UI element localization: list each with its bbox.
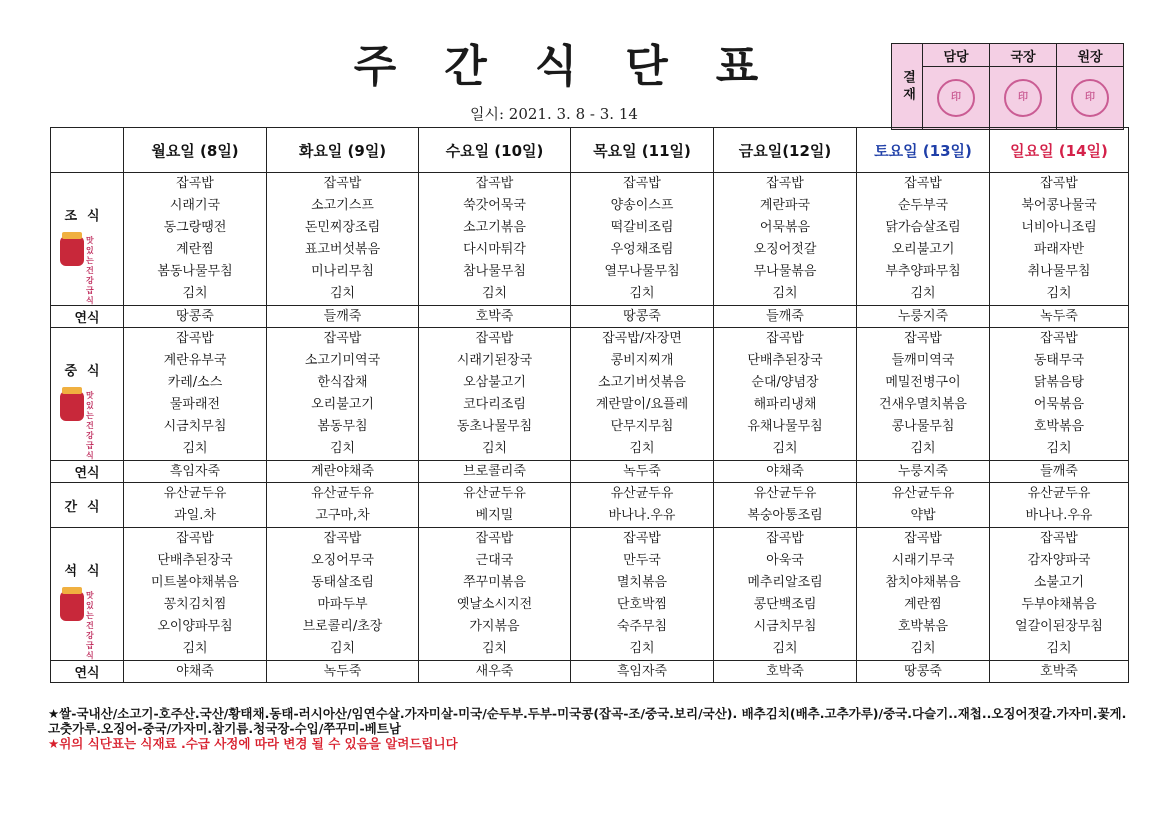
menu-item: 단호박찜 bbox=[616, 597, 668, 612]
menu-item: 김치 bbox=[772, 286, 798, 301]
afternoon-row bbox=[51, 483, 1129, 528]
menu-item: 잡곡밥 bbox=[623, 176, 661, 191]
menu-item: 표고버섯볶음 bbox=[304, 242, 381, 257]
menu-item: 잡곡밥 bbox=[904, 531, 942, 546]
menu-cell bbox=[124, 173, 267, 306]
corner-cell bbox=[51, 128, 124, 173]
menu-item: 베지밀 bbox=[475, 508, 514, 523]
menu-item: 동초나물무침 bbox=[456, 419, 533, 434]
menu-cell bbox=[267, 173, 419, 306]
menu-cell bbox=[714, 328, 857, 461]
menu-item: 잡곡밥 bbox=[176, 176, 214, 191]
menu-cell bbox=[419, 483, 571, 528]
menu-item: 계란찜 bbox=[176, 242, 214, 257]
day-header: 목요일 (11일) bbox=[571, 128, 714, 173]
menu-item: 김치 bbox=[629, 286, 655, 301]
menu-cell bbox=[267, 461, 419, 483]
menu-item: 유산균두유 bbox=[610, 486, 674, 501]
menu-item: 다시마튀각 bbox=[463, 242, 526, 257]
menu-cell bbox=[124, 661, 267, 683]
menu-item: 잡곡밥 bbox=[766, 531, 804, 546]
menu-item: 잡곡밥 bbox=[904, 176, 942, 191]
menu-item: 시래기국 bbox=[169, 198, 221, 213]
menu-item: 계란유부국 bbox=[163, 353, 227, 368]
menu-item: 잡곡밥 bbox=[1040, 331, 1078, 346]
change-notice: 위의 식단표는 식재료 .수급 사정에 따라 변경 될 수 있음을 알려드립니다 bbox=[59, 736, 458, 751]
menu-item: 유산균두유 bbox=[891, 486, 955, 501]
menu-item: 닭가슴살조림 bbox=[885, 220, 961, 235]
menu-cell bbox=[571, 528, 714, 661]
menu-cell bbox=[419, 306, 571, 328]
menu-item: 봄동무침 bbox=[317, 419, 368, 434]
menu-item: 근대국 bbox=[475, 553, 514, 568]
menu-item: 떡갈비조림 bbox=[610, 220, 674, 235]
menu-item: 땅콩죽 bbox=[176, 309, 214, 324]
menu-item: 김치 bbox=[481, 641, 508, 656]
menu-cell bbox=[419, 173, 571, 306]
menu-item: 봄동나물무침 bbox=[157, 264, 233, 279]
menu-item: 계란파국 bbox=[759, 198, 811, 213]
approval-head-staff: 담당 bbox=[923, 44, 990, 67]
day-header: 수요일 (10일) bbox=[419, 128, 571, 173]
menu-item: 너비아니조림 bbox=[1021, 220, 1097, 235]
menu-item: 미트볼야채볶음 bbox=[151, 575, 239, 590]
menu-cell bbox=[714, 528, 857, 661]
menu-cell bbox=[857, 328, 990, 461]
menu-cell bbox=[124, 528, 267, 661]
menu-item: 김치 bbox=[329, 441, 356, 456]
menu-item: 김치 bbox=[910, 441, 936, 456]
menu-item: 잡곡밥 bbox=[766, 331, 804, 346]
menu-item: 잡곡밥 bbox=[766, 176, 804, 191]
menu-item: 호박죽 bbox=[766, 664, 804, 679]
menu-cell bbox=[714, 483, 857, 528]
menu-item: 녹두죽 bbox=[1040, 309, 1078, 324]
menu-item: 바나나.우유 bbox=[608, 508, 676, 523]
menu-cell bbox=[857, 528, 990, 661]
menu-item: 김치 bbox=[910, 641, 936, 656]
menu-item: 시래기무국 bbox=[891, 553, 955, 568]
menu-cell bbox=[857, 483, 990, 528]
day-header: 월요일 (8일) bbox=[124, 128, 267, 173]
menu-item: 들깨죽 bbox=[323, 309, 362, 324]
menu-item: 열무나물무침 bbox=[604, 264, 680, 279]
menu-item: 잡곡밥 bbox=[1040, 176, 1078, 191]
menu-item: 잡곡밥/자장면 bbox=[602, 331, 682, 346]
stamp-icon: 印 bbox=[937, 79, 975, 117]
menu-cell bbox=[990, 661, 1129, 683]
logo-text: 맛있는 건강 급식 bbox=[86, 235, 104, 305]
menu-cell bbox=[267, 306, 419, 328]
menu-item: 잡곡밥 bbox=[475, 176, 514, 191]
menu-item: 만두국 bbox=[623, 553, 661, 568]
menu-cell bbox=[267, 661, 419, 683]
menu-item: 과일.차 bbox=[174, 508, 216, 523]
menu-item: 유산균두유 bbox=[163, 486, 227, 501]
meal-label: 조식 bbox=[64, 208, 110, 224]
page-title: 주간식단표 bbox=[353, 41, 807, 92]
menu-cell bbox=[571, 306, 714, 328]
menu-item: 계란말이/요플레 bbox=[595, 397, 689, 412]
meal-label: 중식 bbox=[64, 363, 110, 379]
menu-item: 한식잡채 bbox=[317, 375, 368, 390]
origin-note: ★쌀-국내산/소고기-호주산.국산/황태채.동태-러시아산/임연수살.가자미살-미국/순두부.두부-미국콩(잡곡-조/중국.보리/국산). 배추김치(배추.고추가루)/중국.다슬기..재첩..오징어젓갈.가자미.꽃게.고춧가루.오징어-중국/가자미.참기름.청국장-수입/쭈꾸미-베트남 bbox=[48, 706, 1127, 736]
meal-label-cell bbox=[51, 328, 124, 461]
food-jar-logo-icon bbox=[56, 230, 118, 305]
dinner-row bbox=[51, 528, 1129, 661]
menu-item: 흑임자죽 bbox=[616, 664, 668, 679]
menu-item: 야채죽 bbox=[176, 664, 214, 679]
snack3-row bbox=[51, 661, 1129, 683]
menu-item: 들깨죽 bbox=[766, 309, 804, 324]
menu-item: 오징어젓갈 bbox=[753, 242, 817, 257]
menu-item: 쑥갓어묵국 bbox=[463, 198, 526, 213]
menu-item: 부추양파무침 bbox=[885, 264, 961, 279]
menu-cell bbox=[124, 461, 267, 483]
menu-cell bbox=[419, 661, 571, 683]
menu-item: 오삼불고기 bbox=[463, 375, 526, 390]
approval-label: 결재 bbox=[892, 44, 923, 130]
menu-cell bbox=[124, 306, 267, 328]
menu-item: 동태살조림 bbox=[311, 575, 374, 590]
menu-item: 유산균두유 bbox=[311, 486, 374, 501]
menu-item: 유산균두유 bbox=[1027, 486, 1091, 501]
menu-item: 소고기버섯볶음 bbox=[598, 375, 686, 390]
menu-cell bbox=[714, 173, 857, 306]
breakfast-row bbox=[51, 173, 1129, 306]
menu-item: 카레/소스 bbox=[167, 375, 223, 390]
menu-item: 잡곡밥 bbox=[176, 331, 214, 346]
menu-cell bbox=[571, 461, 714, 483]
menu-item: 김치 bbox=[481, 441, 508, 456]
menu-item: 메추리알조림 bbox=[747, 575, 823, 590]
menu-item: 감자양파국 bbox=[1027, 553, 1091, 568]
day-header: 금요일(12일) bbox=[714, 128, 857, 173]
star-icon: ★ bbox=[48, 736, 60, 751]
menu-item: 김치 bbox=[772, 441, 798, 456]
menu-cell bbox=[267, 328, 419, 461]
menu-cell bbox=[267, 483, 419, 528]
menu-item: 순대/양념장 bbox=[751, 375, 819, 390]
menu-item: 호박죽 bbox=[475, 309, 514, 324]
menu-item: 바나나.우유 bbox=[1025, 508, 1093, 523]
menu-cell bbox=[990, 173, 1129, 306]
menu-item: 호박볶음 bbox=[897, 619, 949, 634]
menu-item: 메밀전병구이 bbox=[885, 375, 961, 390]
menu-item: 땅콩죽 bbox=[623, 309, 661, 324]
menu-item: 마파두부 bbox=[317, 597, 368, 612]
day-header-sunday: 일요일 (14일) bbox=[990, 128, 1129, 173]
menu-item: 순두부국 bbox=[897, 198, 949, 213]
menu-item: 브로콜리/초장 bbox=[302, 619, 383, 634]
menu-item: 우엉채조림 bbox=[610, 242, 674, 257]
menu-cell bbox=[419, 528, 571, 661]
menu-item: 호박죽 bbox=[1040, 664, 1078, 679]
meal-label: 석식 bbox=[64, 563, 110, 579]
menu-item: 북어콩나물국 bbox=[1021, 198, 1097, 213]
menu-item: 호박볶음 bbox=[1033, 419, 1085, 434]
menu-item: 잡곡밥 bbox=[475, 331, 514, 346]
menu-item: 파래자반 bbox=[1033, 242, 1085, 257]
menu-item: 야채죽 bbox=[766, 464, 804, 479]
food-jar-logo-icon bbox=[56, 585, 118, 660]
logo-text: 맛있는 건강 급식 bbox=[86, 590, 104, 660]
menu-item: 동태무국 bbox=[1033, 353, 1085, 368]
menu-item: 해파리냉채 bbox=[753, 397, 817, 412]
menu-cell bbox=[857, 173, 990, 306]
menu-item: 유산균두유 bbox=[753, 486, 817, 501]
menu-item: 누룽지죽 bbox=[897, 309, 949, 324]
menu-item: 잡곡밥 bbox=[623, 531, 661, 546]
menu-item: 꽁치김치찜 bbox=[163, 597, 227, 612]
menu-item: 소고기미역국 bbox=[304, 353, 381, 368]
meal-label-cell bbox=[51, 483, 124, 528]
menu-item: 복숭아통조림 bbox=[747, 508, 823, 523]
menu-cell bbox=[857, 306, 990, 328]
menu-cell bbox=[419, 461, 571, 483]
menu-item: 돈민찌장조림 bbox=[304, 220, 381, 235]
menu-cell bbox=[990, 528, 1129, 661]
menu-cell bbox=[267, 528, 419, 661]
menu-cell bbox=[124, 483, 267, 528]
menu-item: 녹두죽 bbox=[623, 464, 661, 479]
menu-item: 잡곡밥 bbox=[323, 176, 362, 191]
menu-item: 아욱국 bbox=[766, 553, 804, 568]
menu-cell bbox=[990, 328, 1129, 461]
date-range: 일시: 2021. 3. 8 - 3. 14 bbox=[470, 105, 638, 123]
approval-box bbox=[891, 43, 1124, 130]
menu-item: 멸치볶음 bbox=[616, 575, 668, 590]
menu-item: 참치야채볶음 bbox=[885, 575, 961, 590]
approval-sign-staff bbox=[923, 67, 990, 130]
menu-item: 오이양파무침 bbox=[157, 619, 233, 634]
menu-item: 김치 bbox=[629, 641, 655, 656]
food-jar-logo-icon bbox=[56, 385, 118, 460]
menu-item: 오징어무국 bbox=[311, 553, 374, 568]
menu-item: 동그랑땡전 bbox=[163, 220, 227, 235]
stamp-icon: 印 bbox=[1004, 79, 1042, 117]
menu-item: 오리불고기 bbox=[311, 397, 374, 412]
menu-item: 두부야채볶음 bbox=[1021, 597, 1097, 612]
menu-cell bbox=[571, 483, 714, 528]
menu-item: 김치 bbox=[182, 286, 208, 301]
snack2-row bbox=[51, 461, 1129, 483]
menu-item: 오리불고기 bbox=[891, 242, 955, 257]
menu-item: 김치 bbox=[182, 441, 208, 456]
menu-item: 유채나물무침 bbox=[747, 419, 823, 434]
menu-item: 유산균두유 bbox=[463, 486, 526, 501]
menu-item: 건새우멸치볶음 bbox=[879, 397, 967, 412]
menu-item: 계란야채죽 bbox=[311, 464, 374, 479]
menu-cell bbox=[990, 461, 1129, 483]
meal-label: 연식 bbox=[51, 661, 124, 683]
menu-item: 잡곡밥 bbox=[323, 531, 362, 546]
meal-label: 간식 bbox=[64, 499, 110, 515]
menu-item: 김치 bbox=[1046, 286, 1072, 301]
menu-item: 소고기볶음 bbox=[463, 220, 526, 235]
menu-item: 양송이스프 bbox=[610, 198, 674, 213]
meal-label: 연식 bbox=[51, 461, 124, 483]
menu-item: 미나리무침 bbox=[311, 264, 374, 279]
approval-sign-director bbox=[990, 67, 1057, 130]
menu-item: 흑임자죽 bbox=[169, 464, 221, 479]
menu-cell bbox=[124, 328, 267, 461]
menu-item: 참나물무침 bbox=[463, 264, 526, 279]
menu-item: 브로콜리죽 bbox=[463, 464, 526, 479]
menu-item: 숙주무침 bbox=[616, 619, 668, 634]
menu-item: 단배추된장국 bbox=[747, 353, 823, 368]
menu-item: 콩나물무침 bbox=[891, 419, 955, 434]
menu-item: 김치 bbox=[329, 641, 356, 656]
menu-cell bbox=[571, 661, 714, 683]
stamp-icon: 印 bbox=[1071, 79, 1109, 117]
day-header-saturday: 토요일 (13일) bbox=[857, 128, 990, 173]
menu-cell bbox=[714, 661, 857, 683]
menu-item: 어묵볶음 bbox=[759, 220, 811, 235]
menu-item: 코다리조림 bbox=[463, 397, 526, 412]
menu-item: 콩비지찌개 bbox=[610, 353, 674, 368]
menu-item: 잡곡밥 bbox=[475, 531, 514, 546]
menu-item: 김치 bbox=[329, 286, 356, 301]
menu-item: 잡곡밥 bbox=[1040, 531, 1078, 546]
meal-label: 연식 bbox=[51, 306, 124, 328]
menu-cell bbox=[990, 483, 1129, 528]
lunch-row bbox=[51, 328, 1129, 461]
day-header: 화요일 (9일) bbox=[267, 128, 419, 173]
menu-item: 잡곡밥 bbox=[176, 531, 214, 546]
menu-item: 약밥 bbox=[910, 508, 936, 523]
menu-item: 계란찜 bbox=[904, 597, 942, 612]
menu-item: 김치 bbox=[481, 286, 508, 301]
menu-item: 소불고기 bbox=[1033, 575, 1085, 590]
meal-label-cell bbox=[51, 173, 124, 306]
notes bbox=[48, 706, 1128, 751]
snack1-row bbox=[51, 306, 1129, 328]
menu-cell bbox=[857, 661, 990, 683]
menu-item: 김치 bbox=[772, 641, 798, 656]
weekly-menu-table bbox=[50, 127, 1129, 683]
menu-cell bbox=[571, 173, 714, 306]
menu-item: 새우죽 bbox=[475, 664, 514, 679]
menu-item: 얼갈이된장무침 bbox=[1015, 619, 1103, 634]
menu-item: 무나물볶음 bbox=[753, 264, 817, 279]
menu-item: 김치 bbox=[910, 286, 936, 301]
menu-item: 단배추된장국 bbox=[157, 553, 233, 568]
approval-head-principal: 원장 bbox=[1057, 44, 1124, 67]
menu-cell bbox=[419, 328, 571, 461]
menu-item: 들깨죽 bbox=[1040, 464, 1078, 479]
menu-cell bbox=[714, 461, 857, 483]
menu-item: 김치 bbox=[1046, 441, 1072, 456]
menu-item: 옛날소시지전 bbox=[456, 597, 533, 612]
menu-item: 소고기스프 bbox=[311, 198, 374, 213]
menu-item: 콩단백조림 bbox=[753, 597, 817, 612]
menu-item: 고구마,차 bbox=[315, 508, 370, 523]
meal-label-cell bbox=[51, 528, 124, 661]
menu-item: 김치 bbox=[1046, 641, 1072, 656]
menu-item: 취나물무침 bbox=[1027, 264, 1091, 279]
menu-item: 들깨미역국 bbox=[891, 353, 955, 368]
menu-item: 잡곡밥 bbox=[323, 331, 362, 346]
approval-head-director: 국장 bbox=[990, 44, 1057, 67]
header-row bbox=[51, 128, 1129, 173]
menu-cell bbox=[714, 306, 857, 328]
menu-item: 김치 bbox=[182, 641, 208, 656]
menu-item: 물파래전 bbox=[169, 397, 221, 412]
menu-cell bbox=[990, 306, 1129, 328]
menu-cell bbox=[571, 328, 714, 461]
approval-sign-principal bbox=[1057, 67, 1124, 130]
menu-item: 닭볶음탕 bbox=[1033, 375, 1085, 390]
menu-item: 쭈꾸미볶음 bbox=[463, 575, 526, 590]
menu-cell bbox=[857, 461, 990, 483]
menu-item: 김치 bbox=[629, 441, 655, 456]
menu-item: 시금치무침 bbox=[163, 419, 227, 434]
menu-item: 어묵볶음 bbox=[1033, 397, 1085, 412]
menu-item: 땅콩죽 bbox=[904, 664, 942, 679]
logo-text: 맛있는 건강 급식 bbox=[86, 390, 104, 460]
menu-item: 시래기된장국 bbox=[456, 353, 533, 368]
menu-item: 시금치무침 bbox=[753, 619, 817, 634]
menu-item: 누룽지죽 bbox=[897, 464, 949, 479]
menu-item: 잡곡밥 bbox=[904, 331, 942, 346]
menu-item: 가지볶음 bbox=[469, 619, 520, 634]
menu-item: 단무지무침 bbox=[610, 419, 674, 434]
menu-item: 녹두죽 bbox=[323, 664, 362, 679]
